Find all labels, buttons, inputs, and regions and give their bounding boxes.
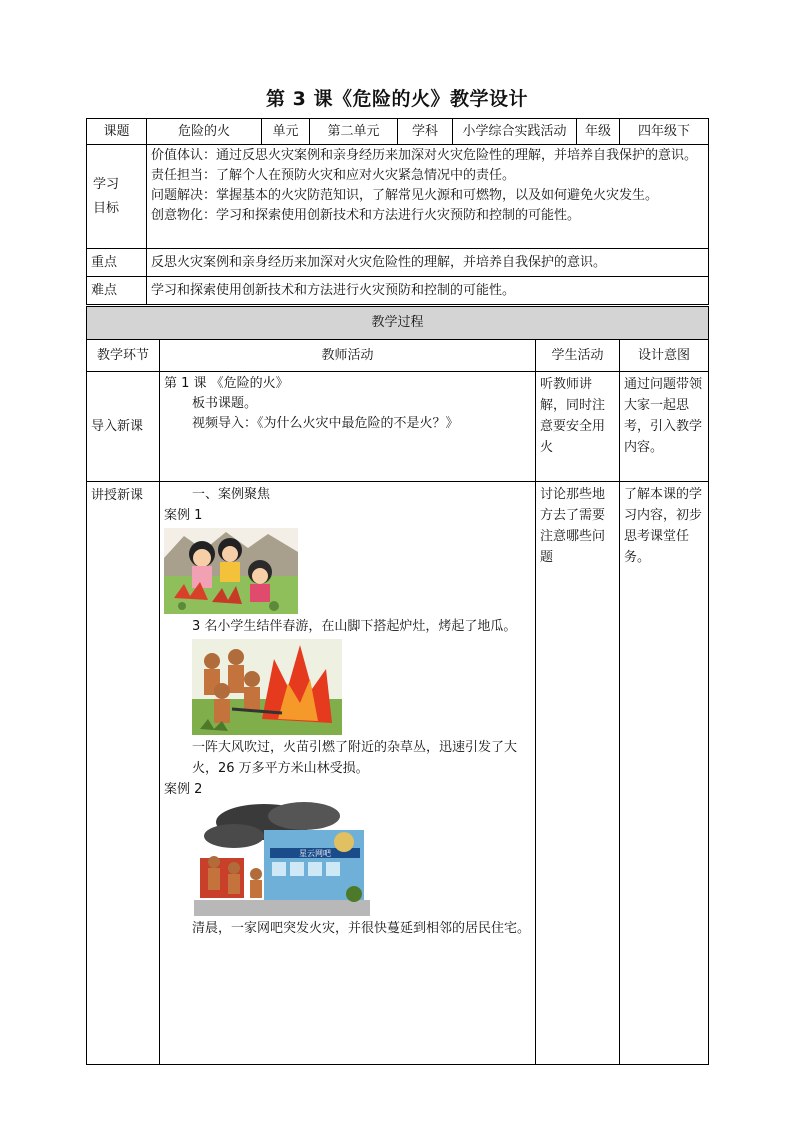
firefighters-illustration (192, 639, 342, 735)
label-course: 课题 (87, 119, 147, 145)
board-title: 板书课题。 (192, 396, 258, 411)
case1-text-2: 一阵大风吹过，火苗引燃了附近的杂草丛，迅速引发了大火，26 万多平方米山林受损。 (192, 740, 518, 776)
intent-intro: 通过问题带领大家一起思考，引入教学内容。 (620, 372, 709, 482)
teacher-intro (160, 372, 536, 482)
goals-label (87, 145, 147, 249)
goal-line: 问题解决：掌握基本的火灾防范知识，了解常见火源和可燃物，以及如何避免火灾发生。 (151, 188, 659, 203)
case1-text-1: 3 名小学生结伴春游，在山脚下搭起炉灶，烤起了地瓜。 (192, 619, 517, 634)
section-title: 一、案例聚焦 (192, 487, 271, 502)
children-roasting-illustration (164, 528, 298, 614)
header-teacher: 教师活动 (160, 340, 536, 372)
stage-intro: 导入新课 (87, 372, 160, 482)
difficulty-text: 学习和探索使用创新技术和方法进行火灾预防和控制的可能性。 (147, 277, 709, 305)
stage-new: 讲授新课 (87, 482, 160, 1065)
key-point-label: 重点 (87, 249, 147, 277)
grade-value: 四年级下 (620, 119, 709, 145)
process-title: 教学过程 (87, 307, 709, 340)
student-intro: 听教师讲解，同时注意要安全用火 (536, 372, 620, 482)
goals-label-text: 学习目标 (93, 176, 120, 216)
goal-line: 责任担当：了解个人在预防火灾和应对火灾紧急情况中的责任。 (151, 168, 516, 183)
shop-sign: 星云网吧 (299, 849, 331, 858)
teacher-new (160, 482, 536, 1065)
intent-new: 了解本课的学习内容，初步思考课堂任务。 (620, 482, 709, 1065)
goals-content (147, 145, 709, 249)
internet-cafe-fire-illustration (194, 802, 370, 916)
label-unit: 单元 (262, 119, 310, 145)
course-value: 危险的火 (147, 119, 262, 145)
header-student: 学生活动 (536, 340, 620, 372)
case1-label: 案例 1 (164, 508, 203, 523)
info-table (86, 118, 709, 305)
case2-text: 清晨，一家网吧突发火灾，并很快蔓延到相邻的居民住宅。 (192, 921, 531, 936)
subject-value: 小学综合实践活动 (453, 119, 577, 145)
header-intent: 设计意图 (620, 340, 709, 372)
page-title: 第 3 课《危险的火》教学设计 (266, 88, 528, 110)
label-subject: 学科 (398, 119, 453, 145)
goal-line: 价值体认：通过反思火灾案例和亲身经历来加深对火灾危险性的理解，并培养自我保护的意识。 (151, 148, 698, 163)
key-point-text: 反思火灾案例和亲身经历来加深对火灾危险性的理解，并培养自我保护的意识。 (147, 249, 709, 277)
difficulty-label: 难点 (87, 277, 147, 305)
process-table (86, 306, 709, 1065)
header-stage: 教学环节 (87, 340, 160, 372)
label-grade: 年级 (577, 119, 620, 145)
goal-line: 创意物化：学习和探索使用创新技术和方法进行火灾预防和控制的可能性。 (151, 208, 581, 223)
student-new: 讨论那些地方去了需要注意哪些问题 (536, 482, 620, 1065)
video-intro: 视频导入：《为什么火灾中最危险的不是火？》 (192, 416, 459, 431)
unit-value: 第二单元 (310, 119, 398, 145)
case2-label: 案例 2 (164, 782, 203, 797)
lesson-heading: 第 1 课 《危险的火》 (164, 376, 289, 391)
